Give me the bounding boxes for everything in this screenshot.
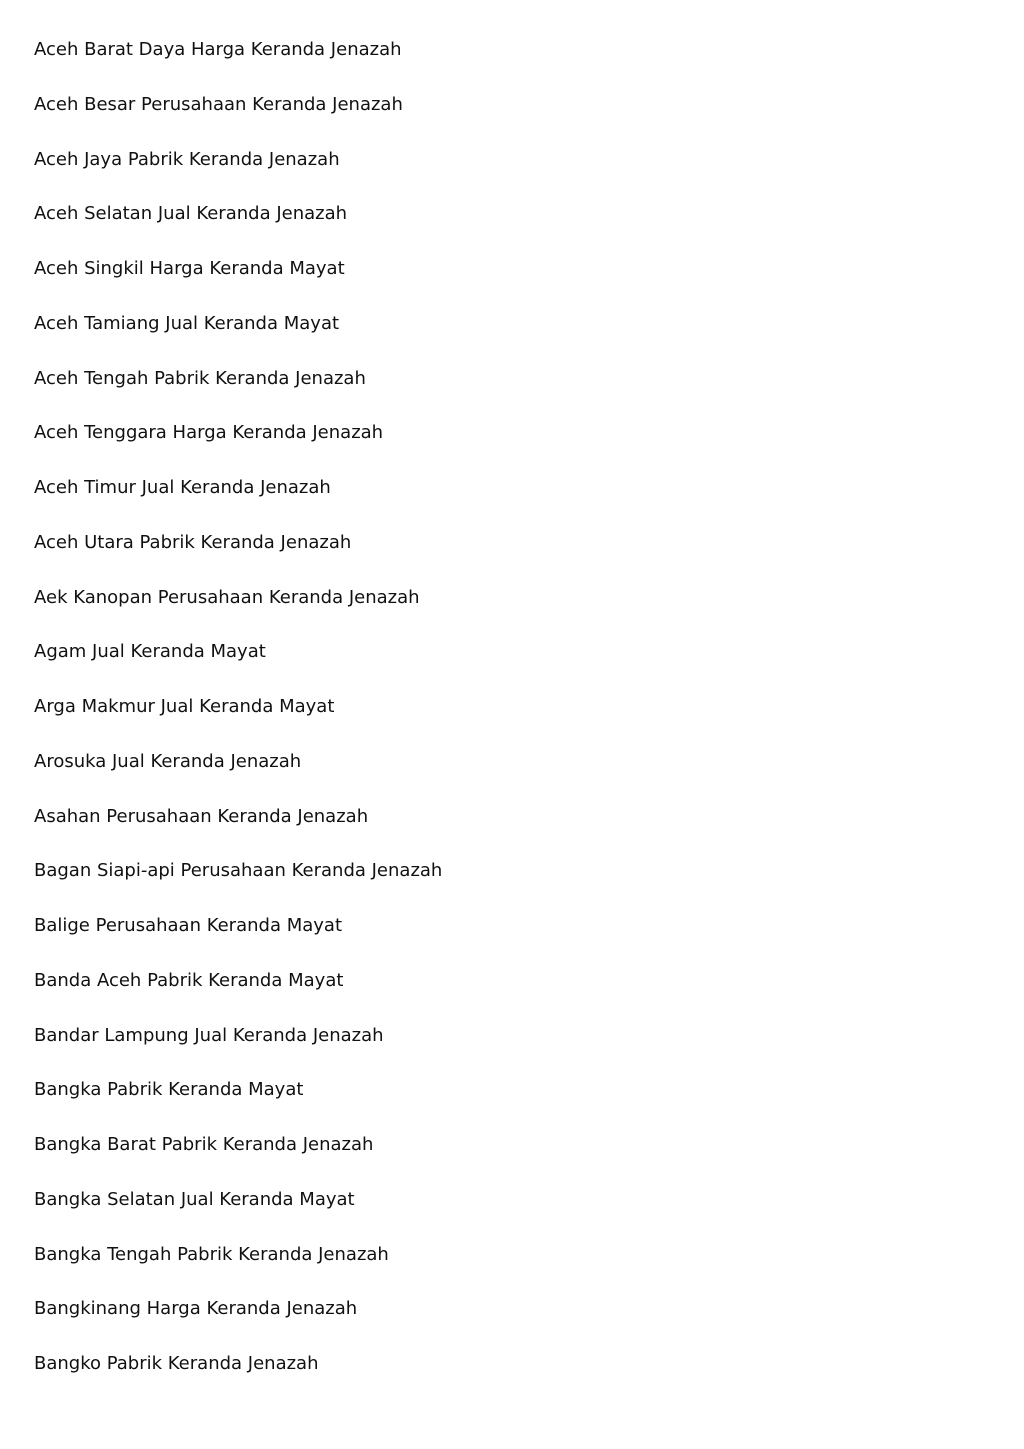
list-item: Aceh Tamiang Jual Keranda Mayat — [34, 312, 340, 334]
list-item: Asahan Perusahaan Keranda Jenazah — [34, 805, 369, 827]
list-item: Arga Makmur Jual Keranda Mayat — [34, 696, 335, 717]
list-item: Bangka Tengah Pabrik Keranda Jenazah — [34, 1243, 389, 1265]
list-item: Aceh Jaya Pabrik Keranda Jenazah — [34, 148, 340, 170]
list-item: Bagan Siapi-api Perusahaan Keranda Jenazah — [34, 860, 443, 882]
list-item: Bangko Pabrik Keranda Jenazah — [34, 1353, 319, 1374]
list-item: Bandar Lampung Jual Keranda Jenazah — [34, 1024, 384, 1046]
list-item: Aceh Selatan Jual Keranda Jenazah — [34, 203, 348, 225]
list-item: Aceh Tenggara Harga Keranda Jenazah — [34, 422, 384, 444]
list-item: Aceh Utara Pabrik Keranda Jenazah — [34, 531, 352, 553]
list-item: Bangka Pabrik Keranda Mayat — [34, 1079, 304, 1101]
list-item: Aceh Tengah Pabrik Keranda Jenazah — [34, 367, 366, 389]
list-item: Aceh Timur Jual Keranda Jenazah — [34, 477, 331, 498]
list-item: Banda Aceh Pabrik Keranda Mayat — [34, 969, 344, 991]
list-item: Aceh Besar Perusahaan Keranda Jenazah — [34, 93, 403, 115]
list-item: Bangka Barat Pabrik Keranda Jenazah — [34, 1134, 374, 1155]
list-item: Bangkinang Harga Keranda Jenazah — [34, 1298, 358, 1320]
list-item: Aceh Barat Daya Harga Keranda Jenazah — [34, 39, 402, 60]
list-item: Aek Kanopan Perusahaan Keranda Jenazah — [34, 586, 420, 608]
list-item: Bangka Selatan Jual Keranda Mayat — [34, 1188, 355, 1210]
list-item: Agam Jual Keranda Mayat — [34, 641, 266, 663]
list-item: Balige Perusahaan Keranda Mayat — [34, 915, 343, 936]
list-item: Aceh Singkil Harga Keranda Mayat — [34, 258, 345, 279]
list-item: Arosuka Jual Keranda Jenazah — [34, 750, 302, 772]
entry-list — [34, 36, 442, 1405]
